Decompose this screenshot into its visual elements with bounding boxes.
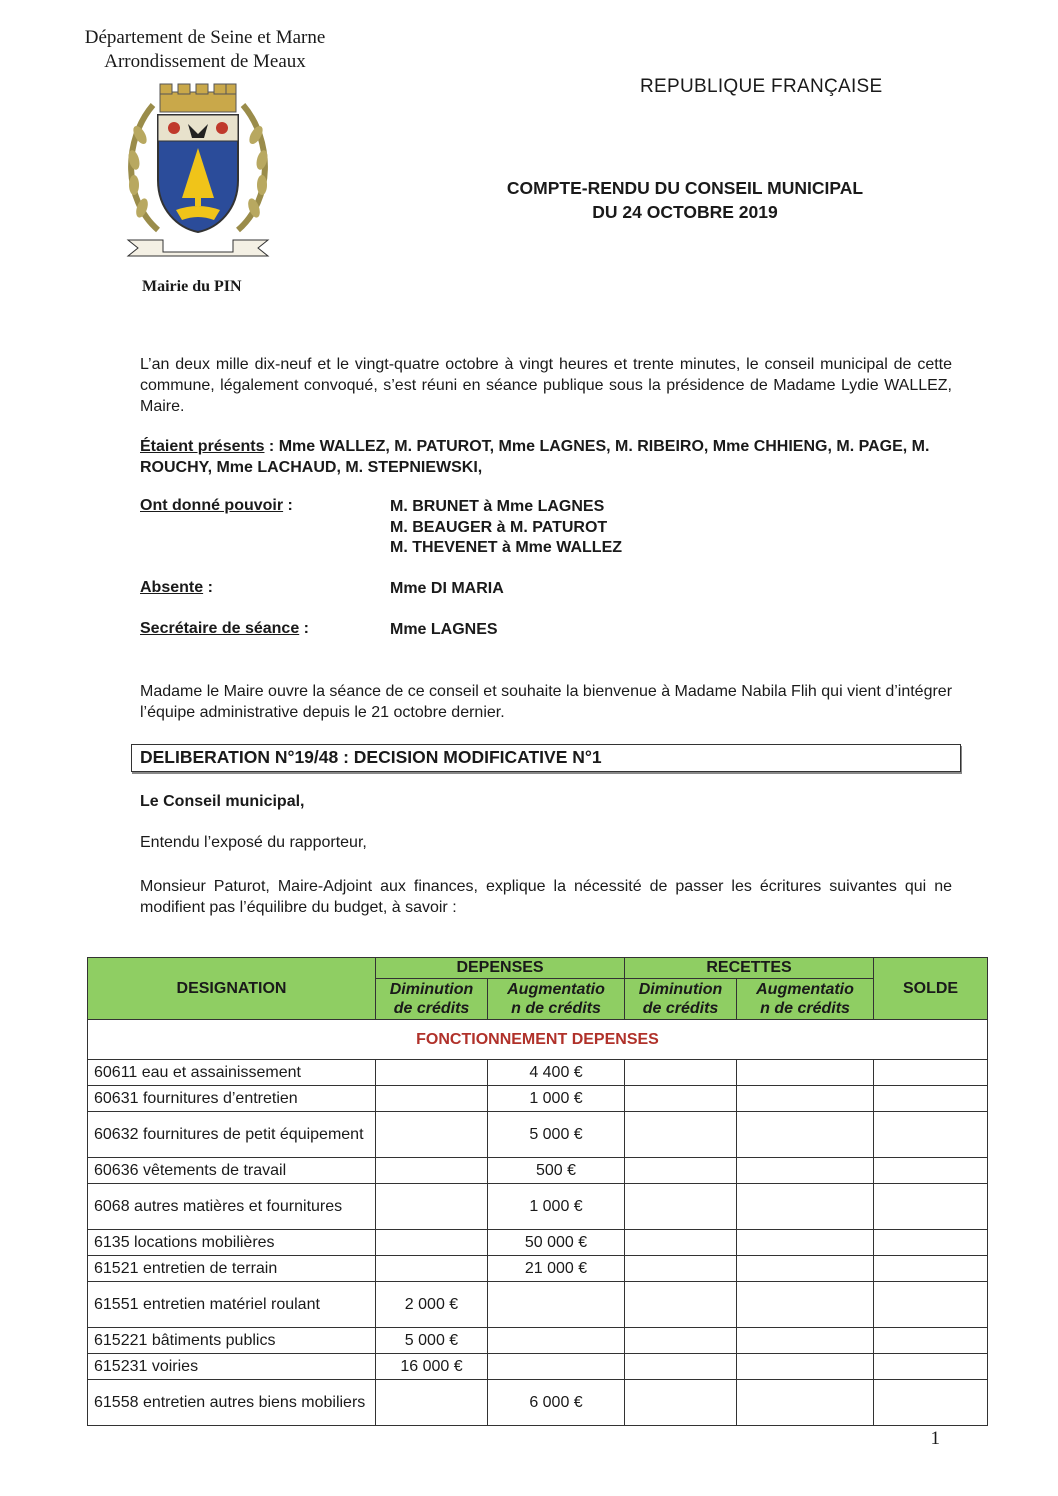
dep-diminution-cell bbox=[376, 1060, 488, 1086]
solde-cell bbox=[874, 1086, 988, 1112]
subheader-text: n de crédits bbox=[511, 1000, 601, 1017]
designation-cell: 60631 fournitures d’entretien bbox=[88, 1086, 376, 1112]
welcome-paragraph: Madame le Maire ouvre la séance de ce conseil et souhaite la bienvenue à Madame Nabila Flih qui vient d’intégrer l’équipe administrative depuis le 21 octobre dernier. bbox=[140, 683, 953, 721]
designation-cell: 6135 locations mobilières bbox=[88, 1230, 376, 1256]
entendu-line: Entendu l’exposé du rapporteur, bbox=[140, 834, 367, 851]
header-rec-augmentation bbox=[737, 979, 874, 1020]
secretaire-value: Mme LAGNES bbox=[390, 621, 498, 638]
deliberation-title-box bbox=[131, 744, 961, 772]
table-row bbox=[88, 1112, 988, 1158]
rec-diminution-cell bbox=[625, 1184, 737, 1230]
designation-cell: 60636 vêtements de travail bbox=[88, 1158, 376, 1184]
header-recettes: RECETTES bbox=[625, 958, 874, 979]
header-dep-diminution bbox=[376, 979, 488, 1020]
table-row bbox=[88, 1282, 988, 1328]
pouvoir-item: M. BEAUGER à M. PATUROT bbox=[390, 518, 608, 536]
solde-cell bbox=[874, 1112, 988, 1158]
table-row bbox=[88, 1354, 988, 1380]
subheader-text: Diminution bbox=[389, 981, 474, 998]
designation-cell: 615221 bâtiments publics bbox=[88, 1328, 376, 1354]
rec-augmentation-cell bbox=[737, 1380, 874, 1426]
dep-diminution-cell bbox=[376, 1256, 488, 1282]
presents-sep: : bbox=[264, 438, 279, 455]
presents-label: Étaient présents bbox=[140, 438, 265, 455]
solde-cell bbox=[874, 1230, 988, 1256]
section-title: FONCTIONNEMENT DEPENSES bbox=[88, 1020, 988, 1060]
presents-paragraph bbox=[140, 436, 960, 478]
designation-cell: 60632 fournitures de petit équipement bbox=[88, 1112, 376, 1158]
republique-heading: REPUBLIQUE FRANÇAISE bbox=[640, 76, 883, 97]
rec-augmentation-cell bbox=[737, 1112, 874, 1158]
designation-cell: 61551 entretien matériel roulant bbox=[88, 1282, 376, 1328]
designation-cell: 6068 autres matières et fournitures bbox=[88, 1184, 376, 1230]
dep-augmentation-cell bbox=[488, 1328, 625, 1354]
dep-diminution-cell: 16 000 € bbox=[376, 1354, 488, 1380]
rec-diminution-cell bbox=[625, 1354, 737, 1380]
rec-augmentation-cell bbox=[737, 1328, 874, 1354]
dep-augmentation-cell: 5 000 € bbox=[488, 1112, 625, 1158]
solde-cell bbox=[874, 1328, 988, 1354]
subheader-text: de crédits bbox=[393, 1000, 470, 1017]
dep-diminution-cell bbox=[376, 1230, 488, 1256]
rec-augmentation-cell bbox=[737, 1256, 874, 1282]
budget-table bbox=[87, 957, 988, 1426]
rec-augmentation-cell bbox=[737, 1086, 874, 1112]
rec-diminution-cell bbox=[625, 1230, 737, 1256]
pouvoir-sep: : bbox=[283, 497, 293, 514]
dep-augmentation-cell bbox=[488, 1282, 625, 1328]
dep-diminution-cell: 2 000 € bbox=[376, 1282, 488, 1328]
rec-augmentation-cell bbox=[737, 1282, 874, 1328]
dep-augmentation-cell: 500 € bbox=[488, 1158, 625, 1184]
rec-diminution-cell bbox=[625, 1256, 737, 1282]
rec-augmentation-cell bbox=[737, 1184, 874, 1230]
header-department-block bbox=[40, 26, 370, 74]
designation-cell: 61521 entretien de terrain bbox=[88, 1256, 376, 1282]
subheader-text: n de crédits bbox=[760, 1000, 850, 1017]
dep-diminution-cell bbox=[376, 1112, 488, 1158]
subheader-text: Augmentatio bbox=[756, 981, 854, 998]
solde-cell bbox=[874, 1380, 988, 1426]
department-line: Département de Seine et Marne bbox=[84, 27, 326, 48]
pouvoir-label-line bbox=[140, 497, 293, 515]
pouvoir-item: M. BRUNET à Mme LAGNES bbox=[390, 498, 605, 515]
table-row bbox=[88, 1328, 988, 1354]
absente-value: Mme DI MARIA bbox=[390, 580, 504, 597]
subheader-text: Augmentatio bbox=[507, 981, 605, 998]
table-row bbox=[88, 1184, 988, 1230]
pouvoir-item: M. THEVENET à Mme WALLEZ bbox=[390, 539, 623, 556]
absente-sep: : bbox=[203, 579, 213, 596]
intro-paragraph: L’an deux mille dix-neuf et le vingt-quatre octobre à vingt heures et trente minutes, le conseil municipal de cette commune, légalement convoqué, s’est réuni en séance publique sous la présidence de Madame Lydie WALLEZ, Maire. bbox=[140, 356, 952, 415]
page-number: 1 bbox=[930, 1428, 940, 1449]
header-rec-diminution bbox=[625, 979, 737, 1020]
secretaire-label-line bbox=[140, 620, 309, 638]
secretaire-label: Secrétaire de séance bbox=[140, 620, 300, 637]
table-header-row bbox=[88, 958, 988, 979]
header-dep-augmentation bbox=[488, 979, 625, 1020]
header-solde: SOLDE bbox=[874, 958, 988, 1020]
deliberation-title: DELIBERATION N°19/48 : DECISION MODIFICATIVE N°1 bbox=[140, 747, 602, 767]
table-row bbox=[88, 1158, 988, 1184]
table-row bbox=[88, 1086, 988, 1112]
absente-label-line bbox=[140, 579, 213, 597]
solde-cell bbox=[874, 1184, 988, 1230]
pouvoir-list bbox=[390, 497, 622, 559]
solde-cell bbox=[874, 1354, 988, 1380]
dep-diminution-cell bbox=[376, 1086, 488, 1112]
subheader-text: de crédits bbox=[642, 1000, 719, 1017]
rec-augmentation-cell bbox=[737, 1354, 874, 1380]
rec-diminution-cell bbox=[625, 1282, 737, 1328]
dep-diminution-cell bbox=[376, 1158, 488, 1184]
presents-list: Mme WALLEZ, M. PATUROT, Mme LAGNES, M. RIBEIRO, Mme CHHIENG, M. PAGE, M. ROUCHY, Mme LACHAUD, M. STEPNIEWSKI, bbox=[140, 438, 930, 476]
title-line-2: DU 24 OCTOBRE 2019 bbox=[592, 202, 778, 222]
pouvoir-label: Ont donné pouvoir bbox=[140, 497, 284, 514]
table-body bbox=[88, 1060, 988, 1426]
designation-cell: 61558 entretien autres biens mobiliers bbox=[88, 1380, 376, 1426]
rec-augmentation-cell bbox=[737, 1060, 874, 1086]
dep-augmentation-cell: 1 000 € bbox=[488, 1086, 625, 1112]
designation-cell: 60611 eau et assainissement bbox=[88, 1060, 376, 1086]
designation-cell: 615231 voiries bbox=[88, 1354, 376, 1380]
header-depenses: DEPENSES bbox=[376, 958, 625, 979]
crest-emblem-icon bbox=[118, 80, 278, 260]
solde-cell bbox=[874, 1060, 988, 1086]
dep-diminution-cell: 5 000 € bbox=[376, 1328, 488, 1354]
dep-diminution-cell bbox=[376, 1380, 488, 1426]
dep-augmentation-cell: 4 400 € bbox=[488, 1060, 625, 1086]
mairie-label: Mairie du PIN bbox=[142, 278, 242, 295]
solde-cell bbox=[874, 1282, 988, 1328]
table-row bbox=[88, 1230, 988, 1256]
rec-diminution-cell bbox=[625, 1158, 737, 1184]
table-row bbox=[88, 1060, 988, 1086]
table-row bbox=[88, 1256, 988, 1282]
dep-augmentation-cell: 1 000 € bbox=[488, 1184, 625, 1230]
coat-of-arms-logo bbox=[118, 80, 278, 260]
title-line-1: COMPTE-RENDU DU CONSEIL MUNICIPAL bbox=[506, 178, 864, 198]
dep-augmentation-cell bbox=[488, 1354, 625, 1380]
dep-diminution-cell bbox=[376, 1184, 488, 1230]
rec-diminution-cell bbox=[625, 1328, 737, 1354]
solde-cell bbox=[874, 1256, 988, 1282]
solde-cell bbox=[874, 1158, 988, 1184]
dep-augmentation-cell: 50 000 € bbox=[488, 1230, 625, 1256]
rec-diminution-cell bbox=[625, 1380, 737, 1426]
arrondissement-line: Arrondissement de Meaux bbox=[104, 51, 306, 72]
conseil-line: Le Conseil municipal, bbox=[140, 793, 305, 810]
header-designation: DESIGNATION bbox=[88, 958, 376, 1020]
rec-augmentation-cell bbox=[737, 1230, 874, 1256]
subheader-text: Diminution bbox=[638, 981, 723, 998]
rec-augmentation-cell bbox=[737, 1158, 874, 1184]
document-title bbox=[430, 176, 940, 224]
dep-augmentation-cell: 21 000 € bbox=[488, 1256, 625, 1282]
rec-diminution-cell bbox=[625, 1086, 737, 1112]
section-row bbox=[88, 1020, 988, 1060]
secretaire-sep: : bbox=[299, 620, 309, 637]
rec-diminution-cell bbox=[625, 1060, 737, 1086]
table-row bbox=[88, 1380, 988, 1426]
absente-label: Absente bbox=[140, 579, 204, 596]
dep-augmentation-cell: 6 000 € bbox=[488, 1380, 625, 1426]
rec-diminution-cell bbox=[625, 1112, 737, 1158]
explication-paragraph: Monsieur Paturot, Maire-Adjoint aux finances, explique la nécessité de passer les écritures suivantes qui ne modifient pas l’équilibre du budget, à savoir : bbox=[140, 878, 952, 916]
